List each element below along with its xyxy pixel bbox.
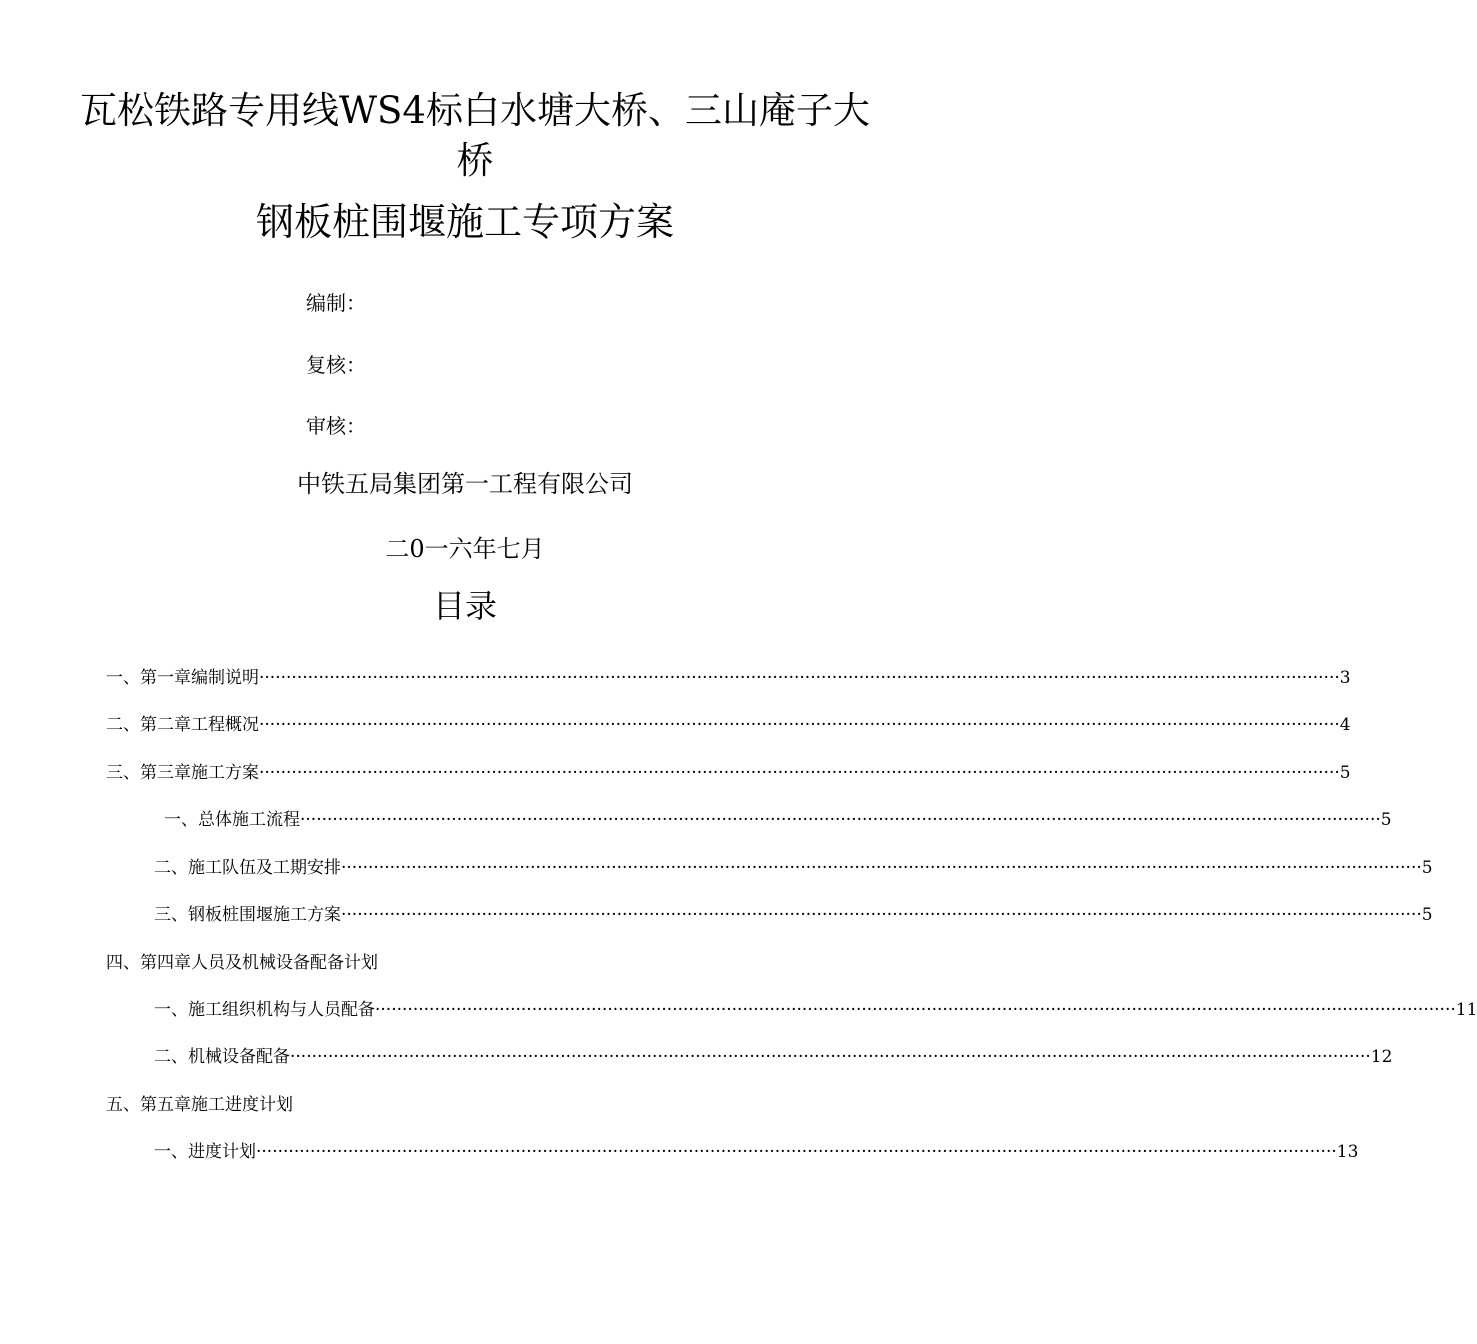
toc-entry-page: 5 — [1421, 858, 1433, 878]
toc-entry-page: 3 — [1339, 668, 1351, 688]
toc-entry[interactable] — [106, 1093, 293, 1117]
toc-entry-label: 二、第二章工程概况 — [106, 715, 259, 735]
toc-entry[interactable] — [154, 1045, 1393, 1069]
audited-by-label: 审核： — [306, 414, 366, 438]
toc-entry-page: 5 — [1339, 763, 1351, 783]
toc-entry[interactable] — [154, 856, 1433, 880]
toc-entry[interactable] — [154, 903, 1433, 927]
toc-entry-label: 二、施工队伍及工期安排 — [154, 858, 341, 878]
toc-entry-page: 5 — [1380, 810, 1392, 830]
toc-entry-label: 三、第三章施工方案 — [106, 763, 259, 783]
toc-entry-label: 二、机械设备配备 — [154, 1047, 290, 1067]
document-title — [0, 86, 950, 186]
toc-heading: 目录 — [432, 587, 497, 625]
toc-entry-page: 12 — [1370, 1047, 1393, 1067]
toc-entry-label: 一、施工组织机构与人员配备 — [154, 1000, 375, 1020]
toc-entry[interactable] — [154, 998, 1477, 1022]
toc-entry-label: 四、第四章人员及机械设备配备计划 — [106, 953, 378, 973]
toc-leader-dots: ········································································································································································································ — [259, 668, 1340, 688]
document-subtitle: 钢板桩围堰施工专项方案 — [255, 200, 674, 244]
toc-leader-dots: ········································································································································································································ — [256, 1142, 1337, 1162]
toc-leader-dots: ········································································································································································································ — [290, 1047, 1371, 1067]
document-title-line-1: 瓦松铁路专用线WS4标白水塘大桥、三山庵子大 — [80, 89, 870, 132]
toc-entry-label: 三、钢板桩围堰施工方案 — [154, 905, 341, 925]
toc-entry-label: 一、总体施工流程 — [164, 810, 300, 830]
toc-leader-dots: ········································································································································································································ — [300, 810, 1381, 830]
toc-entry-label: 一、第一章编制说明 — [106, 668, 259, 688]
compiled-by-label: 编制： — [306, 291, 366, 315]
toc-entry[interactable] — [106, 666, 1351, 690]
company-name: 中铁五局集团第一工程有限公司 — [297, 470, 633, 498]
document-title-line-2: 桥 — [456, 139, 494, 182]
toc-entry-page: 11 — [1455, 1000, 1477, 1020]
toc-entry[interactable] — [106, 761, 1351, 785]
toc-entry-page: 4 — [1339, 715, 1351, 735]
toc-leader-dots: ········································································································································································································ — [341, 858, 1422, 878]
toc-entry-label: 五、第五章施工进度计划 — [106, 1095, 293, 1115]
reviewed-by-label: 复核： — [306, 353, 366, 377]
toc-entry[interactable] — [106, 951, 378, 975]
toc-entry[interactable] — [106, 713, 1351, 737]
toc-leader-dots: ········································································································································································································ — [259, 763, 1340, 783]
toc-leader-dots: ········································································································································································································ — [259, 715, 1340, 735]
toc-entry-page: 5 — [1421, 905, 1433, 925]
toc-leader-dots: ········································································································································································································ — [341, 905, 1422, 925]
toc-entry-label: 一、进度计划 — [154, 1142, 256, 1162]
toc-entry-page: 13 — [1336, 1142, 1359, 1162]
toc-entry[interactable] — [154, 1140, 1359, 1164]
toc-entry[interactable] — [164, 808, 1392, 832]
document-date: 二0一六年七月 — [385, 535, 545, 563]
toc-leader-dots: ········································································································································································································ — [375, 1000, 1456, 1020]
